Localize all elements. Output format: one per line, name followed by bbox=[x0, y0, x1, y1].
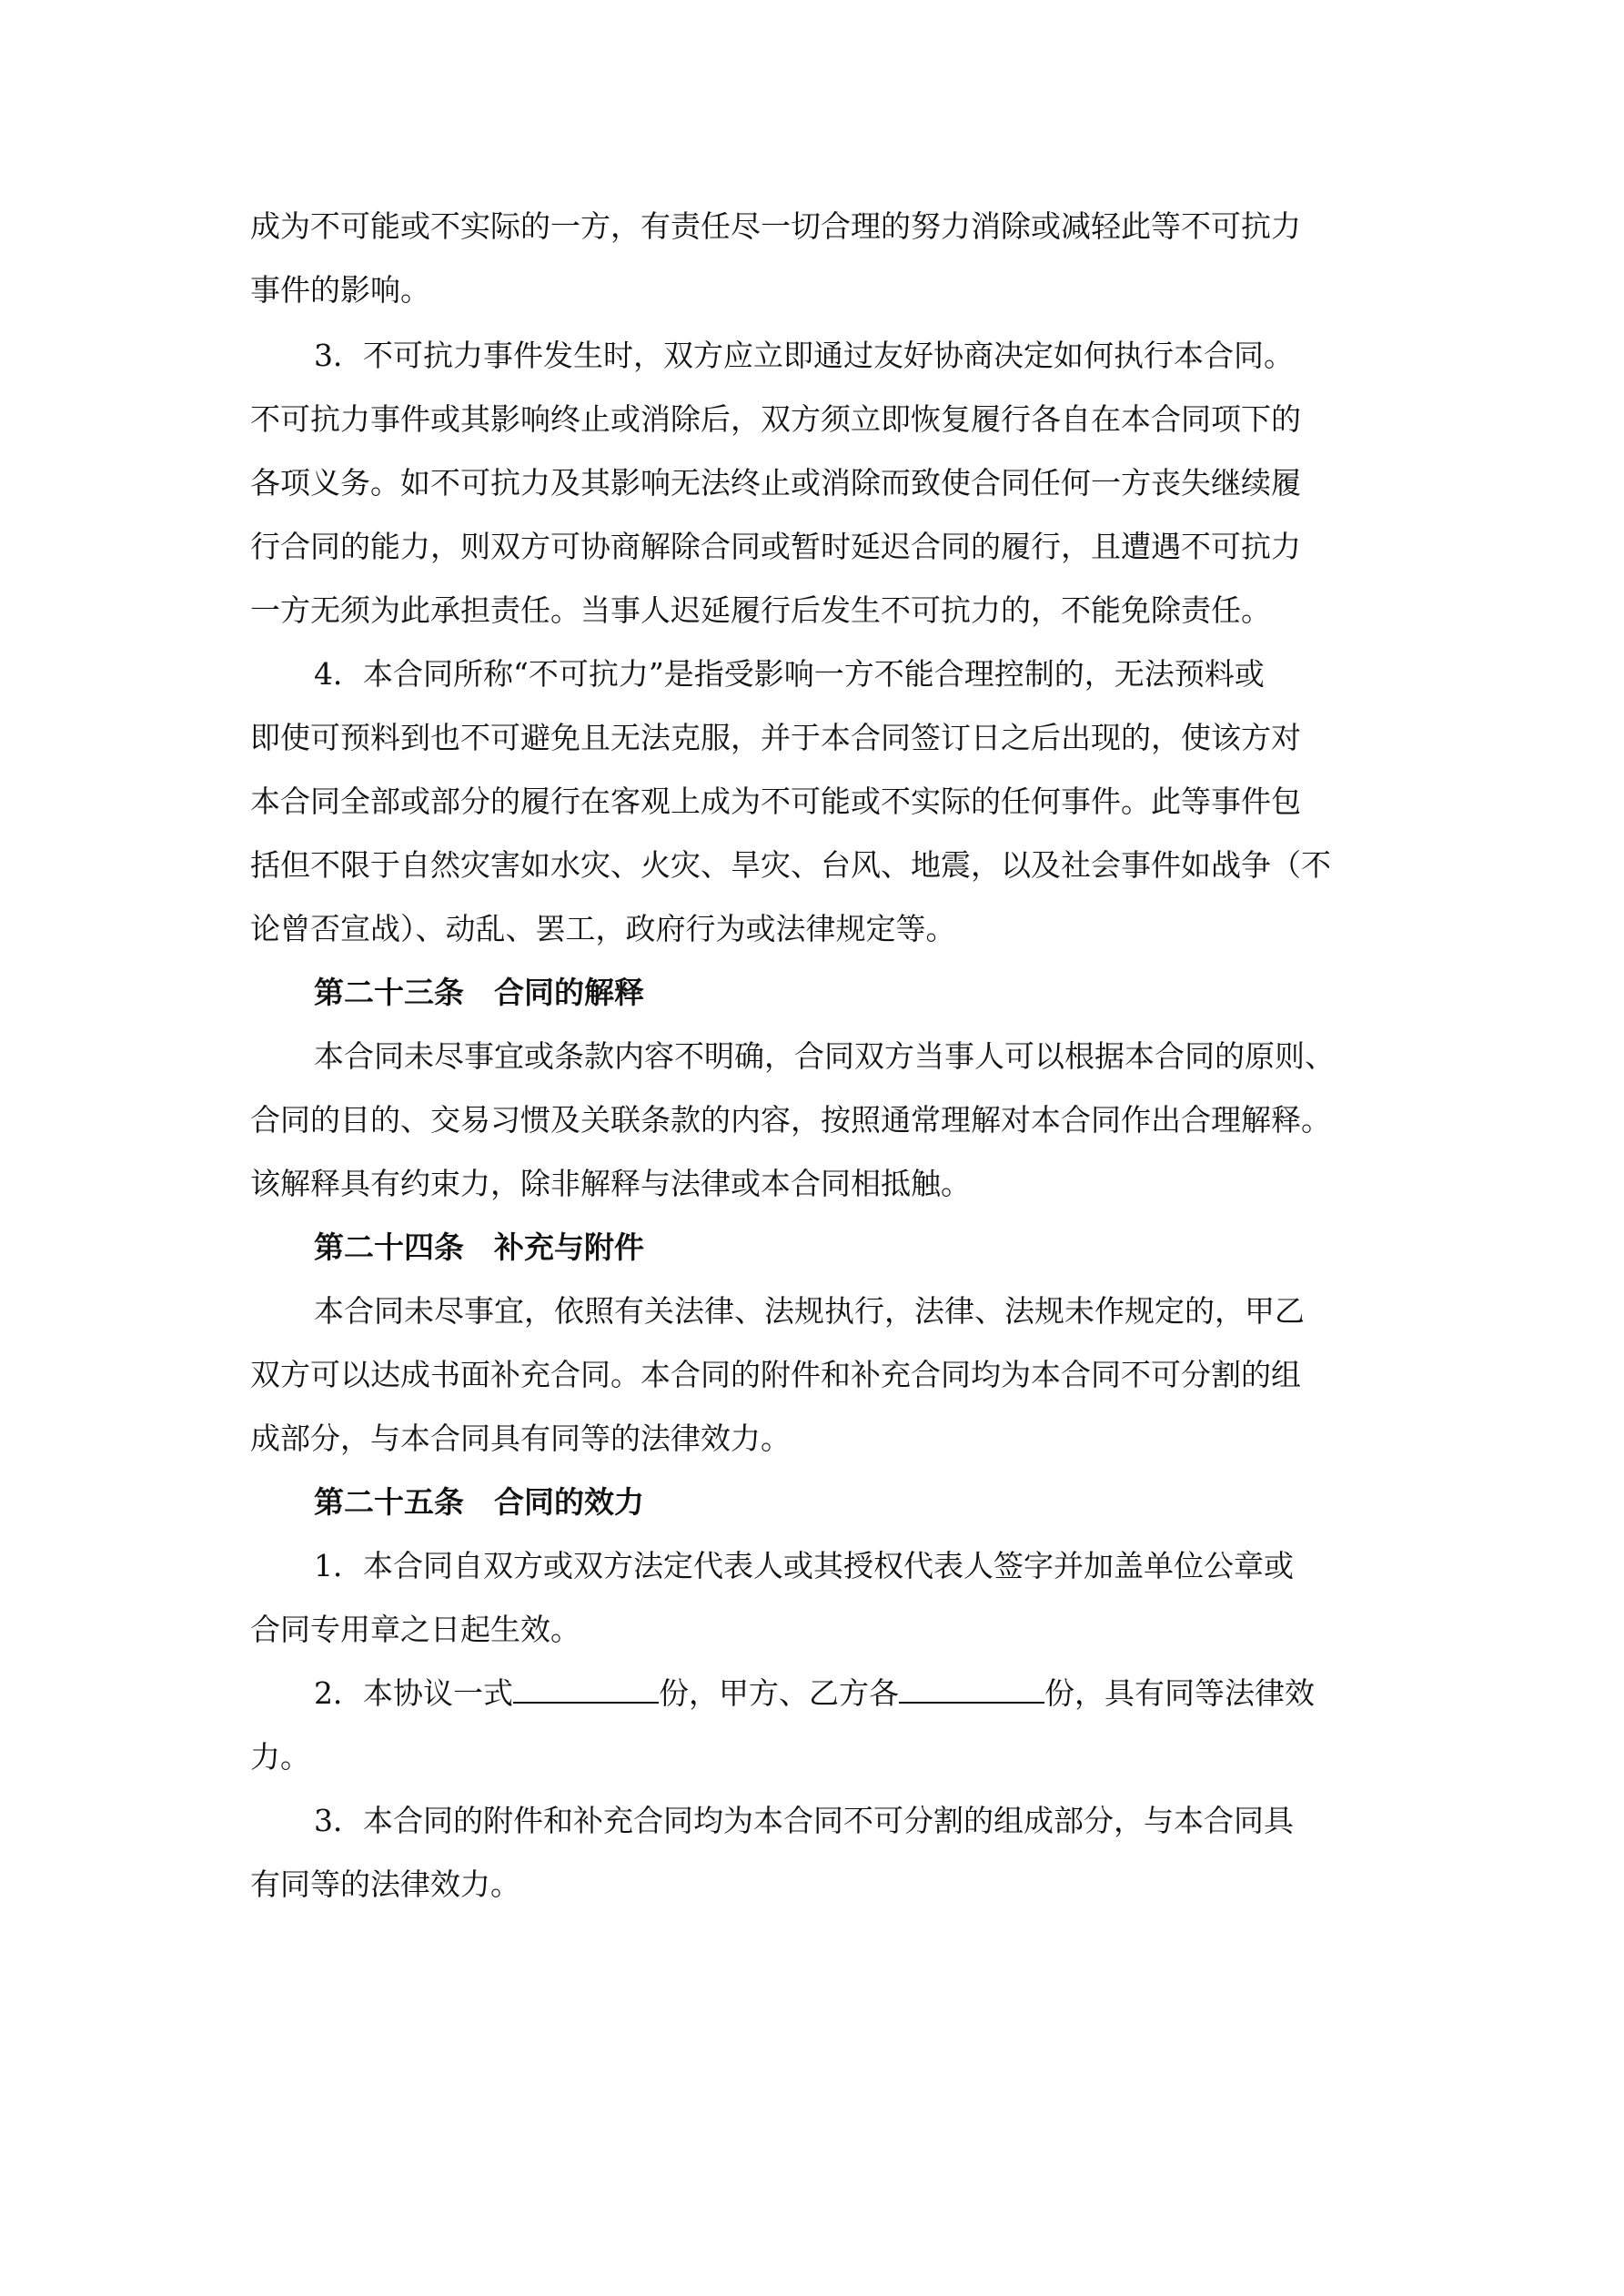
paragraph-line: 该解释具有约束力，除非解释与法律或本合同相抵触。 bbox=[250, 1166, 971, 1201]
section-heading: 第二十三条 合同的解释 bbox=[314, 975, 644, 1010]
paragraph-line: 本合同全部或部分的履行在客观上成为不可能或不实际的任何事件。此等事件包 bbox=[250, 784, 1301, 819]
paragraph-line: 本合同未尽事宜或条款内容不明确，合同双方当事人可以根据本合同的原则、 bbox=[314, 1038, 1335, 1074]
paragraph-line: 4．本合同所称“不可抗力”是指受影响一方不能合理控制的，无法预料或 bbox=[314, 656, 1265, 692]
paragraph-line: 一方无须为此承担责任。当事人迟延履行后发生不可抗力的，不能免除责任。 bbox=[250, 592, 1271, 628]
paragraph-line: 力。 bbox=[250, 1739, 310, 1775]
copies-each-blank[interactable] bbox=[899, 1674, 1044, 1704]
paragraph-line: 成为不可能或不实际的一方，有责任尽一切合理的努力消除或减轻此等不可抗力 bbox=[250, 208, 1301, 244]
paragraph-line: 合同专用章之日起生效。 bbox=[250, 1612, 580, 1647]
paragraph-line: 合同的目的、交易习惯及关联条款的内容，按照通常理解对本合同作出合理解释。 bbox=[250, 1102, 1331, 1138]
paragraph-line: 有同等的法律效力。 bbox=[250, 1866, 520, 1902]
paragraph-line: 成部分，与本合同具有同等的法律效力。 bbox=[250, 1421, 791, 1456]
paragraph-line: 1．本合同自双方或双方法定代表人或其授权代表人签字并加盖单位公章或 bbox=[314, 1548, 1294, 1583]
paragraph-line: 各项义务。如不可抗力及其影响无法终止或消除而致使合同任何一方丧失继续履 bbox=[250, 465, 1301, 501]
paragraph-line: 括但不限于自然灾害如水灾、火灾、旱灾、台风、地震，以及社会事件如战争（不 bbox=[250, 847, 1331, 883]
paragraph-line: 论曾否宣战）、动乱、罢工，政府行为或法律规定等。 bbox=[250, 911, 956, 946]
paragraph-line: 即使可预料到也不可避免且无法克服，并于本合同签订日之后出现的，使该方对 bbox=[250, 720, 1301, 755]
paragraph-line: 事件的影响。 bbox=[250, 272, 430, 308]
section-heading: 第二十五条 合同的效力 bbox=[314, 1484, 644, 1520]
paragraph-line: 3．本合同的附件和补充合同均为本合同不可分割的组成部分，与本合同具 bbox=[314, 1803, 1294, 1838]
paragraph-line: 双方可以达成书面补充合同。本合同的附件和补充合同均为本合同不可分割的组 bbox=[250, 1357, 1301, 1392]
paragraph-line: 行合同的能力，则双方可协商解除合同或暂时延迟合同的履行，且遭遇不可抗力 bbox=[250, 529, 1301, 564]
copies-suffix: 份，具有同等法律效 bbox=[1044, 1675, 1315, 1711]
copies-total-blank[interactable] bbox=[513, 1674, 659, 1704]
paragraph-line: 3．不可抗力事件发生时，双方应立即通过友好协商决定如何执行本合同。 bbox=[314, 338, 1294, 373]
paragraph-line-with-blanks bbox=[314, 1668, 1315, 1719]
section-heading: 第二十四条 补充与附件 bbox=[314, 1229, 644, 1265]
copies-prefix: 2．本协议一式 bbox=[314, 1675, 513, 1711]
paragraph-line: 不可抗力事件或其影响终止或消除后，双方须立即恢复履行各自在本合同项下的 bbox=[250, 401, 1301, 437]
paragraph-line: 本合同未尽事宜，依照有关法律、法规执行，法律、法规未作规定的，甲乙 bbox=[314, 1293, 1305, 1329]
copies-middle: 份，甲方、乙方各 bbox=[659, 1675, 899, 1711]
